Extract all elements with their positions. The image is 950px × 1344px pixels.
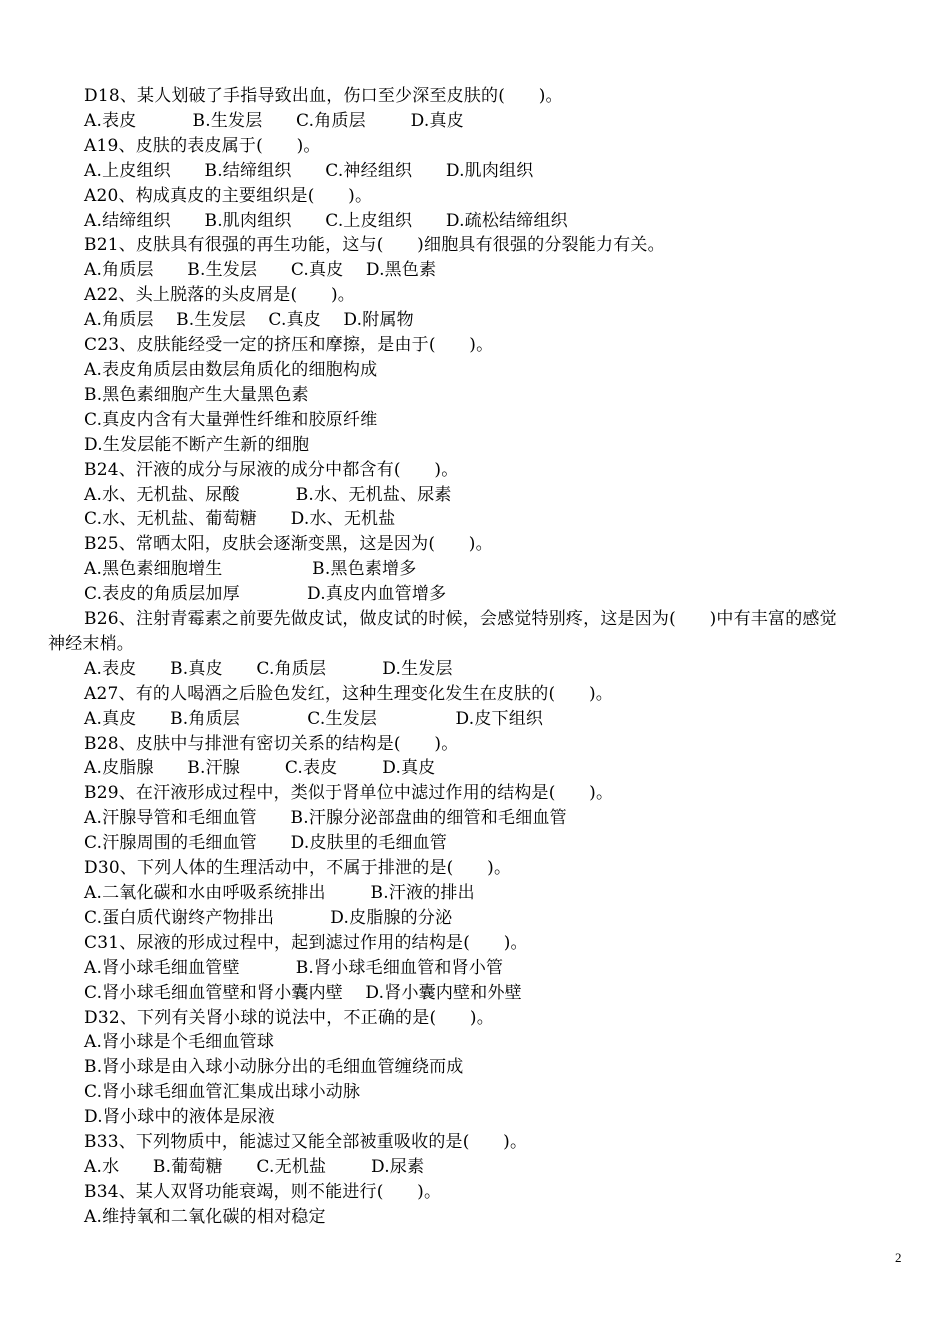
question-line: A19、皮肤的表皮属于( )。 [84,135,321,156]
question-line: C31、尿液的形成过程中，起到滤过作用的结构是( )。 [84,932,528,953]
option-line: D.肾小球中的液体是尿液 [84,1107,275,1128]
question-line: B21、皮肤具有很强的再生功能，这与( )细胞具有很强的分裂能力有关。 [84,235,665,256]
option-line: A.皮脂腺 B.汗腺 C.表皮 D.真皮 [84,758,436,779]
option-line: A.维持氧和二氧化碳的相对稳定 [84,1206,326,1227]
option-line: A.水、无机盐、尿酸 B.水、无机盐、尿素 [84,484,452,505]
option-line: C.肾小球毛细血管汇集成出球小动脉 [84,1082,361,1103]
question-line: D32、下列有关肾小球的说法中，不正确的是( )。 [84,1007,494,1028]
option-line: B.肾小球是由入球小动脉分出的毛细血管缠绕而成 [84,1057,464,1078]
document-body [48,84,908,1230]
option-line: A.表皮角质层由数层角质化的细胞构成 [84,359,378,380]
option-line: A.肾小球毛细血管壁 B.肾小球毛细血管和肾小管 [84,957,504,978]
option-line: A.黑色素细胞增生 B.黑色素增多 [84,559,417,580]
option-line: A.角质层 B.生发层 C.真皮 D.附属物 [84,310,414,331]
option-line: C.表皮的角质层加厚 D.真皮内血管增多 [84,584,447,605]
option-line: A.上皮组织 B.结缔组织 C.神经组织 D.肌肉组织 [84,160,534,181]
question-line: B33、下列物质中，能滤过又能全部被重吸收的是( )。 [84,1132,528,1153]
question-line-continued: 神经末梢。 [48,633,134,654]
option-line: A.角质层 B.生发层 C.真皮 D.黑色素 [84,260,437,281]
page-number: 2 [895,1250,902,1265]
option-line: A.真皮 B.角质层 C.生发层 D.皮下组织 [84,708,544,729]
option-line: C.汗腺周围的毛细血管 D.皮肤里的毛细血管 [84,833,448,854]
question-line: B34、某人双肾功能衰竭，则不能进行( )。 [84,1181,442,1202]
option-line: A.二氧化碳和水由呼吸系统排出 B.汗液的排出 [84,883,475,903]
question-line: D18、某人划破了手指导致出血，伤口至少深至皮肤的( )。 [84,86,563,106]
option-line: A.结缔组织 B.肌肉组织 C.上皮组织 D.疏松结缔组织 [84,210,568,231]
option-line: C.肾小球毛细血管壁和肾小囊内壁 D.肾小囊内壁和外壁 [84,982,522,1003]
question-line: A22、头上脱落的头皮屑是( )。 [84,285,355,306]
option-line: A.肾小球是个毛细血管球 [84,1032,275,1053]
option-line: C.水、无机盐、葡萄糖 D.水、无机盐 [84,509,396,530]
question-line: B29、在汗液形成过程中，类似于肾单位中滤过作用的结构是( )。 [84,783,614,804]
option-line: C.真皮内含有大量弹性纤维和胶原纤维 [84,409,378,430]
question-line: C23、皮肤能经受一定的挤压和摩擦，是由于( )。 [84,335,494,356]
question-line: D30、下列人体的生理活动中，不属于排泄的是( )。 [84,858,512,879]
question-line: B24、汗液的成分与尿液的成分中都含有( )。 [84,459,459,480]
option-line: D.生发层能不断产生新的细胞 [84,434,310,455]
option-line: A.表皮 B.生发层 C.角质层 D.真皮 [84,110,464,131]
option-line: B.黑色素细胞产生大量黑色素 [84,384,309,405]
question-line: B28、皮肤中与排泄有密切关系的结构是( )。 [84,733,459,754]
question-line: B26、注射青霉素之前要先做皮试，做皮试的时候，会感觉特别疼，这是因为( )中有丰富的感觉 [84,609,837,630]
question-line: B25、常晒太阳，皮肤会逐渐变黑，这是因为( )。 [84,534,493,555]
option-line: A.水 B.葡萄糖 C.无机盐 D.尿素 [84,1156,425,1177]
option-line: A.汗腺导管和毛细血管 B.汗腺分泌部盘曲的细管和毛细血管 [84,808,567,829]
option-line: C.蛋白质代谢终产物排出 D.皮脂腺的分泌 [84,907,453,928]
question-line: A27、有的人喝酒之后脸色发红，这种生理变化发生在皮肤的( )。 [84,683,613,704]
option-line: A.表皮 B.真皮 C.角质层 D.生发层 [84,658,453,679]
question-line: A20、构成真皮的主要组织是( )。 [84,185,373,206]
